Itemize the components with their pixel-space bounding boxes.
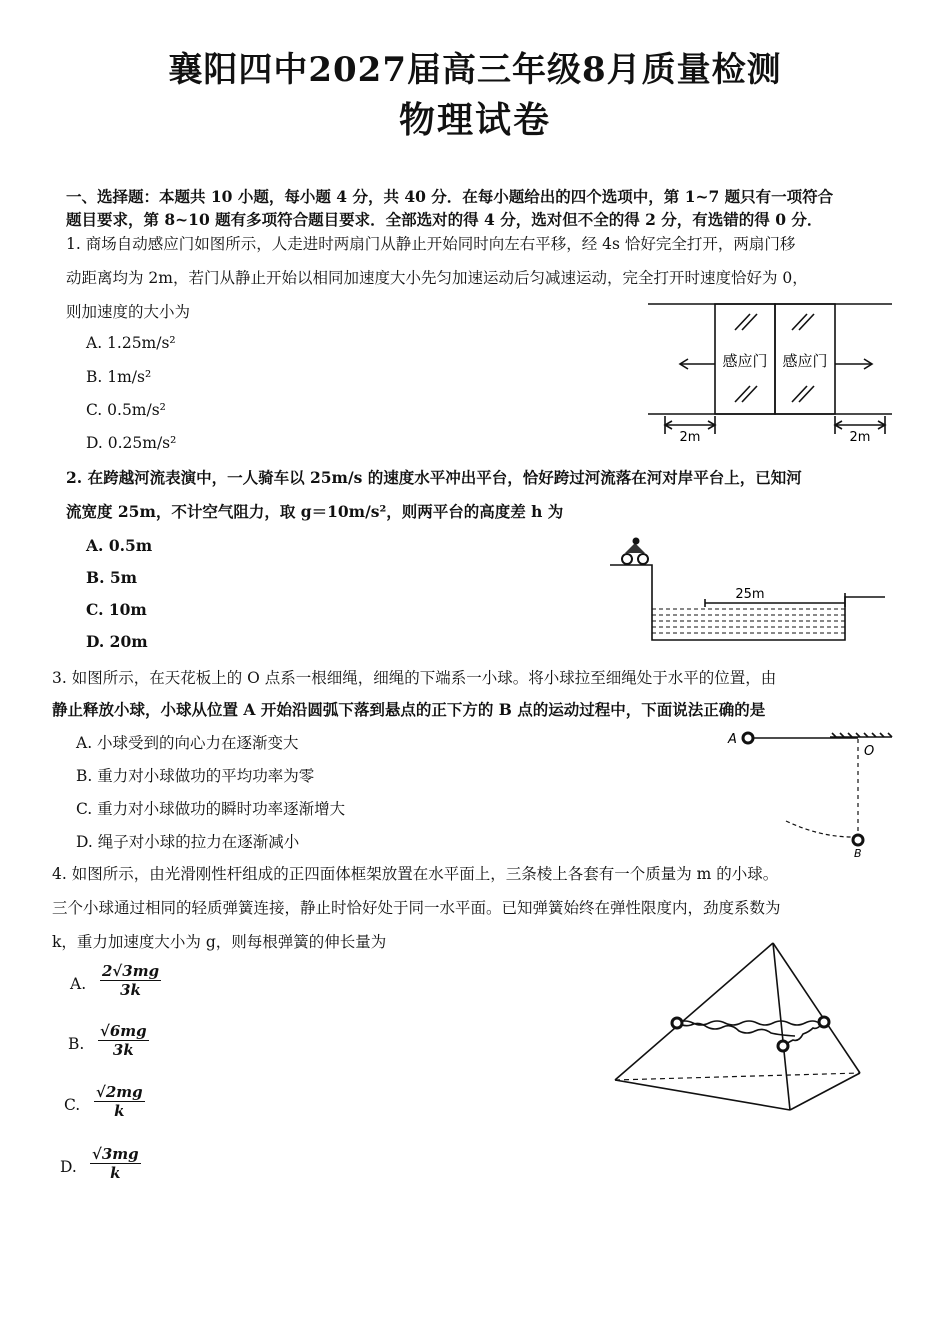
q3-option-b: B. 重力对小球做功的平均功率为零 <box>76 767 315 785</box>
q3-stem-line-1: 3. 如图所示，在天花板上的 O 点系一根细绳，细绳的下端系一小球。将小球拉至细绳处于水平的位置，由 <box>52 669 777 687</box>
q2-stem-line-2: 流宽度 25m，不计空气阻力，取 g＝10m/s²，则两平台的高度差 h 为 <box>66 502 564 521</box>
q4-option-a-numerator: 2√3mg <box>102 962 160 980</box>
q1-right-distance-label: 2m <box>849 430 871 445</box>
q4-option-b-denominator: 3k <box>112 1041 134 1059</box>
q4-option-c-fraction <box>94 1083 145 1120</box>
q4-option-a-fraction <box>100 962 161 999</box>
q2-option-d: D. 20m <box>86 632 148 651</box>
q2-river-width-label: 25m <box>735 587 765 602</box>
q4-stem-line-2: 三个小球通过相同的轻质弹簧连接，静止时恰好处于同一水平面。已知弹簧始终在弹性限度内，劲度系数为 <box>52 899 781 917</box>
q3-stem-line-2: 静止释放小球，小球从位置 A 开始沿圆弧下落到悬点的正下方的 B 点的运动过程中，下面说法正确的是 <box>52 700 766 719</box>
q4-option-b-numerator: √6mg <box>100 1022 147 1040</box>
q4-option-d-letter: D. <box>60 1158 77 1176</box>
tetra-ball-right-icon <box>819 1017 829 1027</box>
q3-label-b: B <box>854 847 862 860</box>
q4-stem-line-1: 4. 如图所示，由光滑刚性杆组成的正四面体框架放置在水平面上，三条棱上各套有一个质量为 m 的小球。 <box>52 865 779 883</box>
q2-river-figure <box>605 535 890 650</box>
q4-option-b-letter: B. <box>68 1035 85 1053</box>
ball-a-icon <box>743 733 753 743</box>
tetra-ball-left-icon <box>672 1018 682 1028</box>
q4-option-d-denominator: k <box>110 1164 121 1182</box>
q1-stem-line-3: 则加速度的大小为 <box>66 303 191 321</box>
q3-pendulum-figure <box>720 725 900 860</box>
section-instruction-line-1: 一、选择题：本题共 10 小题，每小题 4 分，共 40 分．在每小题给出的四个选项中，第 1~7 题只有一项符合 <box>66 187 834 206</box>
q3-option-a: A. 小球受到的向心力在逐渐变大 <box>76 734 299 752</box>
page-title: 襄阳四中2027届高三年级8月质量检测 <box>168 50 782 90</box>
q4-option-d-numerator: √3mg <box>92 1145 139 1163</box>
q1-left-distance-label: 2m <box>679 430 701 445</box>
q1-option-c: C. 0.5m/s² <box>86 401 166 419</box>
q2-option-a: A. 0.5m <box>86 536 153 555</box>
q4-option-c-denominator: k <box>114 1102 125 1120</box>
tetra-ball-front-icon <box>778 1041 788 1051</box>
q1-stem-line-2: 动距离均为 2m，若门从静止开始以相同加速度大小先匀加速运动后匀减速运动，完全打开时速度恰好为 0， <box>66 269 808 287</box>
q1-option-a: A. 1.25m/s² <box>86 334 176 352</box>
q3-option-d: D. 绳子对小球的拉力在逐渐减小 <box>76 833 300 851</box>
q1-door-right-label: 感应门 <box>782 352 828 370</box>
q4-tetrahedron-figure <box>605 935 870 1115</box>
q1-option-d: D. 0.25m/s² <box>86 434 177 452</box>
q1-door-left-label: 感应门 <box>722 352 768 370</box>
q1-option-b: B. 1m/s² <box>86 368 152 386</box>
q4-option-a-denominator: 3k <box>120 981 141 999</box>
q4-option-c-letter: C. <box>64 1096 81 1114</box>
q2-stem-line-1: 2. 在跨越河流表演中，一人骑车以 25m/s 的速度水平冲出平台，恰好跨过河流落在河对岸平台上，已知河 <box>66 468 802 487</box>
q3-label-a: A <box>728 732 737 747</box>
q4-option-d-fraction <box>90 1145 141 1182</box>
ball-b-icon <box>853 835 863 845</box>
q3-option-c: C. 重力对小球做功的瞬时功率逐渐增大 <box>76 800 346 818</box>
q2-option-c: C. 10m <box>86 600 147 619</box>
q1-stem-line-1: 1. 商场自动感应门如图所示，人走进时两扇门从静止开始同时向左右平移，经 4s 恰好完全打开，两扇门移 <box>66 235 796 253</box>
q3-label-o: O <box>864 744 875 759</box>
q1-door-figure <box>640 290 900 450</box>
section-instruction-line-2: 题目要求，第 8~10 题有多项符合题目要求．全部选对的得 4 分，选对但不全的得 2 分，有选错的得 0 分． <box>66 210 823 229</box>
q4-stem-line-3: k，重力加速度大小为 g，则每根弹簧的伸长量为 <box>52 933 387 951</box>
q4-option-b-fraction <box>98 1022 149 1059</box>
q4-option-a-letter: A. <box>70 975 87 993</box>
q2-option-b: B. 5m <box>86 568 138 587</box>
page-subtitle: 物理试卷 <box>398 99 551 141</box>
q4-option-c-numerator: √2mg <box>96 1083 143 1101</box>
bike-rider-icon <box>622 538 648 565</box>
